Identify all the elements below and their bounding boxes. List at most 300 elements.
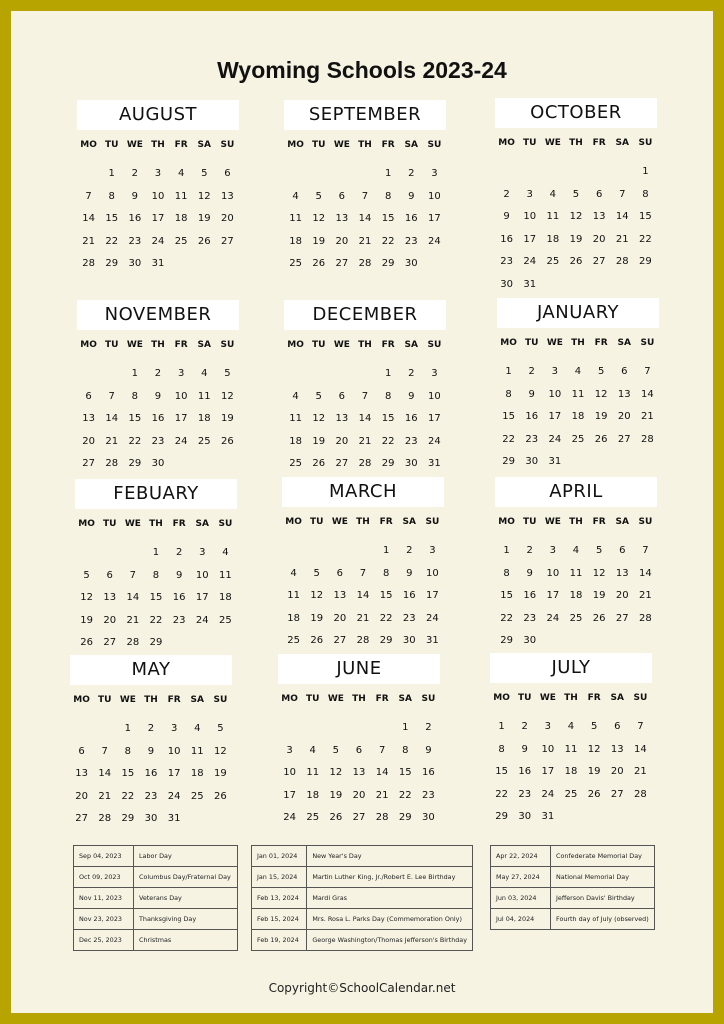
day-cell: 11 [190,745,204,757]
day-cell: 31 [541,811,555,822]
day-cell: 21 [98,790,112,802]
day-cell: 21 [634,766,647,777]
holiday-row [491,846,655,867]
day-cell: 21 [358,235,372,247]
day-cell: 6 [619,545,626,556]
day-cell: 2 [408,368,415,379]
day-cell: 1 [384,368,392,379]
weekday-label: TU [97,695,112,705]
day-grid [495,540,657,653]
day-cell: 13 [610,743,624,755]
day-cell: 16 [523,590,537,601]
holiday-row [74,867,238,888]
weekday-label: MO [498,138,515,148]
holiday-name: Mrs. Rosa L. Parks Day (Commemoration Only) [307,909,473,930]
empty-day-cell [284,363,307,386]
day-cell: 23 [422,789,435,801]
weekday-header-row [490,692,652,716]
day-cell: 14 [375,767,389,778]
holiday-date: Feb 19, 2024 [252,930,307,951]
day-cell: 28 [375,812,389,823]
day-cell: 27 [592,256,606,267]
day-cell: 4 [572,545,580,556]
day-cell: 25 [289,258,302,269]
day-cell: 26 [197,235,211,247]
day-cell: 8 [131,390,139,402]
day-cell: 23 [128,235,142,247]
day-cell: 15 [379,590,393,601]
holiday-date: Jan 15, 2024 [252,867,307,888]
weekday-label: SU [421,694,436,704]
day-cell: 6 [338,390,346,402]
day-cell: 13 [75,768,88,779]
day-cell: 17 [283,789,296,801]
day-cell: 31 [167,813,181,824]
holiday-date: Dec 25, 2023 [74,930,134,951]
weekday-label: FR [381,340,395,350]
day-cell: 23 [151,435,165,447]
day-cell: 22 [149,614,163,626]
day-cell: 28 [634,788,647,800]
day-grid [75,542,237,655]
day-cell: 25 [190,790,204,802]
day-cell: 20 [352,789,366,801]
empty-day-cell [371,717,394,740]
day-cell: 28 [82,258,95,269]
holiday-name: Labor Day [134,846,238,867]
day-cell: 8 [124,745,132,757]
day-cell: 1 [642,166,649,177]
day-cell: 9 [131,190,139,202]
month-name: JANUARY [497,298,659,328]
day-cell: 15 [639,211,652,222]
day-cell: 9 [406,567,413,579]
weekday-label: SU [220,140,235,150]
holiday-row [491,888,655,909]
day-cell: 7 [129,569,137,581]
empty-day-cell [564,161,587,184]
day-cell: 23 [144,790,158,802]
weekday-label: WE [126,340,143,350]
day-cell: 9 [528,388,535,400]
weekday-label: WE [331,517,348,527]
day-cell: 15 [398,767,412,778]
day-cell: 20 [615,590,629,601]
day-cell: 18 [306,789,320,801]
weekday-label: FR [592,138,606,148]
day-cell: 29 [381,258,395,269]
day-cell: 3 [526,188,533,200]
weekday-label: FR [594,338,608,348]
holiday-date: Oct 09, 2023 [74,867,134,888]
weekday-label: MO [285,517,302,527]
weekday-label: WE [544,517,561,527]
day-cell: 22 [639,233,652,245]
empty-day-cell [353,363,376,386]
day-cell: 31 [426,635,439,646]
day-cell: 2 [503,188,510,200]
day-cell: 31 [548,456,562,467]
day-cell: 30 [402,635,416,646]
weekday-header-row [282,516,444,540]
day-cell: 8 [642,188,649,200]
weekday-label: TH [358,340,372,350]
day-grid [497,361,659,474]
day-cell: 31 [151,258,165,269]
day-cell: 4 [201,368,208,379]
empty-day-cell [541,161,564,184]
month-january [497,298,659,474]
day-cell: 3 [431,368,438,379]
day-cell: 29 [502,456,515,467]
day-cell: 19 [312,235,326,247]
weekday-label: TU [104,140,119,150]
day-cell: 5 [597,366,605,377]
empty-day-cell [98,542,121,565]
day-cell: 25 [546,256,560,267]
month-name: MAY [70,655,232,685]
holiday-row [252,867,473,888]
weekday-label: WE [124,519,141,529]
holiday-name: Jefferson Davis' Birthday [551,888,655,909]
day-cell: 26 [221,435,234,447]
day-cell: 8 [384,190,392,202]
weekday-label: SU [425,517,440,527]
month-august [77,100,239,276]
weekday-label: MO [287,140,304,150]
day-cell: 30 [404,458,418,469]
holiday-table-3 [490,845,655,930]
day-cell: 18 [219,592,232,603]
weekday-label: TH [356,517,370,527]
day-cell: 11 [287,590,300,601]
day-cell: 16 [500,233,513,245]
weekday-label: WE [119,695,136,705]
weekday-label: FR [375,694,389,704]
day-cell: 20 [617,411,631,422]
day-cell: 13 [103,592,117,603]
day-cell: 14 [634,743,647,755]
weekday-label: SA [615,138,629,148]
day-cell: 22 [495,788,508,800]
weekday-label: SA [610,693,624,703]
day-cell: 25 [287,635,300,646]
day-cell: 20 [333,612,347,624]
day-cell: 7 [642,545,649,556]
day-cell: 10 [523,211,537,222]
day-cell: 25 [569,612,583,624]
day-cell: 29 [105,258,119,269]
weekday-label: TH [358,140,372,150]
weekday-label: TU [517,693,532,703]
weekday-label: SA [404,140,418,150]
holiday-row [491,867,655,888]
day-cell: 17 [546,590,560,601]
empty-day-cell [282,540,305,563]
day-cell: 9 [175,569,183,581]
day-cell: 16 [404,413,418,424]
weekday-label: TH [144,695,158,705]
day-cell: 9 [503,211,510,222]
day-cell: 10 [546,567,560,579]
day-cell: 15 [381,413,395,424]
day-cell: 10 [428,390,441,402]
day-cell: 4 [567,721,575,732]
day-cell: 17 [541,766,555,777]
day-cell: 16 [151,413,165,424]
day-cell: 21 [375,789,389,801]
day-cell: 2 [408,168,415,179]
empty-day-cell [328,540,351,563]
day-cell: 18 [564,766,578,777]
day-cell: 20 [335,235,349,247]
day-cell: 16 [518,766,532,777]
day-cell: 2 [526,545,533,556]
page-title: Wyoming Schools 2023-24 [217,57,507,83]
day-cell: 7 [101,745,108,757]
weekday-label: WE [333,340,350,350]
weekday-label: SU [218,519,233,529]
day-cell: 30 [525,456,539,467]
day-cell: 6 [78,745,85,757]
day-cell: 24 [195,614,209,626]
day-cell: 3 [170,723,178,734]
holiday-date: Jan 01, 2024 [252,846,307,867]
day-cell: 12 [569,211,583,222]
day-cell: 28 [641,433,654,445]
day-cell: 8 [505,388,512,400]
day-cell: 13 [333,590,347,601]
day-cell: 6 [614,721,621,732]
day-cell: 15 [105,213,119,224]
day-cell: 29 [128,458,142,469]
holiday-date: Feb 13, 2024 [252,888,307,909]
day-cell: 21 [126,614,140,626]
weekday-label: TU [102,519,117,529]
day-cell: 31 [523,278,537,290]
day-cell: 10 [426,567,439,579]
day-cell: 7 [359,567,367,579]
empty-day-cell [351,540,374,563]
day-cell: 18 [174,213,188,224]
day-cell: 21 [82,235,95,247]
day-cell: 10 [428,190,441,202]
day-grid [278,717,440,830]
day-cell: 10 [548,388,562,400]
day-cell: 24 [426,612,439,624]
weekday-label: WE [126,140,143,150]
weekday-label: WE [539,693,556,703]
weekday-header-row [77,339,239,363]
weekday-label: TH [564,693,578,703]
weekday-label: MO [80,340,97,350]
day-cell: 27 [221,235,234,247]
weekday-label: MO [500,338,517,348]
month-name: JUNE [278,654,440,684]
day-cell: 16 [144,768,158,779]
day-cell: 4 [290,567,297,579]
month-name: SEPTEMBER [284,100,446,130]
day-cell: 13 [617,388,631,400]
empty-day-cell [301,717,324,740]
day-cell: 1 [152,547,160,558]
day-cell: 9 [408,190,415,202]
day-cell: 2 [131,168,139,179]
day-cell: 24 [546,612,560,624]
day-cell: 18 [546,233,560,245]
day-cell: 8 [152,569,160,581]
empty-day-cell [70,718,93,741]
empty-day-cell [518,161,541,184]
day-cell: 11 [546,211,560,222]
holiday-row [252,888,473,909]
day-cell: 11 [197,390,211,402]
day-cell: 6 [338,190,346,202]
day-cell: 25 [197,435,211,447]
day-cell: 7 [85,190,92,202]
day-cell: 3 [431,168,438,179]
day-cell: 28 [358,258,372,269]
day-cell: 19 [214,768,227,779]
day-cell: 5 [590,721,598,732]
day-cell: 14 [641,388,654,400]
day-cell: 27 [352,812,366,823]
day-cell: 16 [404,213,418,224]
weekday-header-row [278,693,440,717]
day-cell: 21 [358,435,372,447]
day-cell: 11 [289,213,302,224]
weekday-label: FR [174,340,188,350]
weekday-label: SA [615,517,629,527]
day-cell: 23 [172,614,186,626]
empty-day-cell [77,163,100,186]
day-cell: 12 [587,743,601,755]
day-cell: 18 [287,612,300,624]
holiday-name: Confederate Memorial Day [551,846,655,867]
day-cell: 4 [292,390,299,402]
weekday-label: TU [311,140,326,150]
empty-day-cell [77,363,100,386]
day-cell: 15 [502,411,515,422]
day-grid [284,163,446,276]
day-cell: 19 [221,413,234,424]
day-cell: 25 [219,614,232,626]
day-cell: 2 [528,366,535,377]
day-cell: 3 [199,547,206,558]
day-cell: 12 [80,592,93,603]
weekday-label: TU [104,340,119,350]
month-december [284,300,446,476]
holiday-date: May 27, 2024 [491,867,551,888]
day-cell: 3 [544,721,552,732]
day-cell: 17 [426,590,439,601]
day-cell: 26 [569,256,583,267]
empty-day-cell [495,161,518,184]
day-cell: 22 [502,433,515,445]
day-cell: 26 [214,790,227,802]
holiday-name: New Year's Day [307,846,473,867]
day-cell: 25 [564,788,578,800]
day-cell: 4 [222,547,229,558]
holiday-name: Thanksgiving Day [134,909,238,930]
day-cell: 7 [378,744,386,756]
day-cell: 27 [335,458,349,469]
day-cell: 23 [500,256,513,267]
holiday-row [252,846,473,867]
day-cell: 18 [289,235,302,247]
day-cell: 1 [503,545,510,556]
day-cell: 29 [495,811,508,822]
day-cell: 23 [404,435,418,447]
day-cell: 17 [428,213,441,224]
weekday-label: FR [174,140,188,150]
day-cell: 29 [379,635,393,646]
day-cell: 18 [569,590,583,601]
day-cell: 17 [195,592,209,603]
day-cell: 6 [336,567,344,579]
weekday-label: MO [78,519,95,529]
day-cell: 31 [428,458,441,469]
day-cell: 21 [615,233,629,245]
weekday-header-row [284,339,446,363]
day-cell: 3 [549,545,557,556]
day-cell: 13 [592,211,606,222]
empty-day-cell [307,163,330,186]
day-cell: 20 [75,790,88,802]
weekday-label: WE [546,338,563,348]
day-grid [284,363,446,476]
day-cell: 1 [498,721,505,732]
day-cell: 17 [167,768,181,779]
day-cell: 25 [174,235,188,247]
day-cell: 1 [402,722,409,733]
day-cell: 3 [177,368,185,379]
month-name: JULY [490,653,652,683]
day-cell: 19 [329,789,343,801]
day-cell: 19 [587,766,601,777]
day-grid [495,161,657,296]
day-cell: 9 [408,390,415,402]
day-cell: 12 [197,190,211,202]
day-cell: 5 [83,569,90,581]
day-cell: 27 [610,788,624,800]
day-cell: 10 [174,390,188,402]
weekday-label: SU [213,695,228,705]
weekday-header-row [70,694,232,718]
weekday-label: MO [498,517,515,527]
holiday-row [74,930,238,951]
day-cell: 10 [167,745,181,757]
month-name: MARCH [282,477,444,507]
day-cell: 21 [641,411,654,422]
day-cell: 9 [154,390,162,402]
day-cell: 23 [404,235,418,247]
weekday-label: WE [544,138,561,148]
day-cell: 2 [154,368,162,379]
day-cell: 6 [621,366,628,377]
day-cell: 17 [548,411,562,422]
holiday-row [491,909,655,930]
holiday-row [74,846,238,867]
day-cell: 8 [402,744,409,756]
day-cell: 23 [523,612,537,624]
day-cell: 15 [495,766,508,777]
weekday-label: FR [167,695,181,705]
weekday-label: SA [197,340,211,350]
holiday-row [252,909,473,930]
day-cell: 12 [214,745,227,757]
day-cell: 27 [333,635,347,646]
